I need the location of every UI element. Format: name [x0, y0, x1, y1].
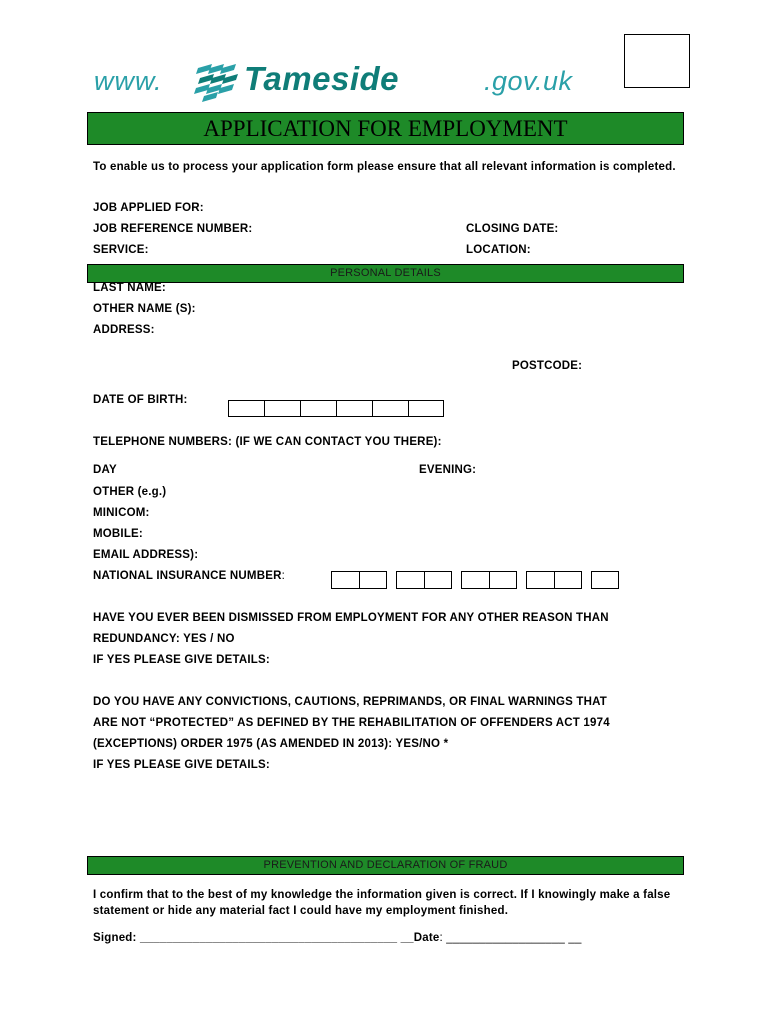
- dob-box[interactable]: [264, 400, 300, 417]
- last-name-label: LAST NAME:: [93, 282, 166, 294]
- logo-www: www.: [94, 66, 163, 96]
- logo-domain: .gov.uk: [484, 66, 573, 96]
- ni-box[interactable]: [461, 571, 489, 589]
- mobile-label: MOBILE:: [93, 528, 143, 540]
- ni-boxes-5[interactable]: [591, 571, 619, 589]
- convictions-details-label: IF YES PLEASE GIVE DETAILS:: [93, 759, 270, 771]
- convictions-question-line3: (EXCEPTIONS) ORDER 1975 (AS AMENDED IN 2013): YES/NO *: [93, 738, 449, 750]
- ni-box[interactable]: [424, 571, 452, 589]
- dob-box[interactable]: [336, 400, 372, 417]
- photo-box: [624, 34, 690, 88]
- tameside-logo: [94, 60, 604, 102]
- ni-number-label-text: NATIONAL INSURANCE NUMBER: [93, 570, 282, 582]
- dob-boxes[interactable]: [228, 400, 444, 417]
- ni-boxes-4[interactable]: [526, 571, 582, 589]
- evening-label: EVENING:: [419, 464, 477, 476]
- fraud-heading: PREVENTION AND DECLARATION OF FRAUD: [87, 856, 684, 875]
- other-names-label: OTHER NAME (S):: [93, 303, 196, 315]
- declaration-text: I confirm that to the best of my knowledge the information given is correct. If I knowingly make a false statement or hide any material fact I could have my employment finished.: [93, 889, 671, 917]
- dismissal-question-line2: REDUNDANCY: YES / NO: [93, 633, 235, 645]
- ni-box[interactable]: [396, 571, 424, 589]
- logo-tameside: Tameside: [244, 60, 400, 97]
- convictions-question-line2: ARE NOT “PROTECTED” AS DEFINED BY THE REHABILITATION OF OFFENDERS ACT 1974: [93, 717, 610, 729]
- convictions-question-line1: DO YOU HAVE ANY CONVICTIONS, CAUTIONS, REPRIMANDS, OR FINAL WARNINGS THAT: [93, 696, 608, 708]
- other-phone-label: OTHER (e.g.): [93, 486, 167, 498]
- ni-boxes-3[interactable]: [461, 571, 517, 589]
- ni-box[interactable]: [591, 571, 619, 589]
- dob-box[interactable]: [228, 400, 264, 417]
- ni-boxes-2[interactable]: [396, 571, 452, 589]
- dismissal-question-line1: HAVE YOU EVER BEEN DISMISSED FROM EMPLOYMENT FOR ANY OTHER REASON THAN: [93, 612, 609, 624]
- ni-box[interactable]: [331, 571, 359, 589]
- email-label: EMAIL ADDRESS):: [93, 549, 199, 561]
- service-label: SERVICE:: [93, 244, 149, 256]
- dismissal-details-label: IF YES PLEASE GIVE DETAILS:: [93, 654, 270, 666]
- page-title: APPLICATION FOR EMPLOYMENT: [87, 112, 684, 145]
- dob-box[interactable]: [372, 400, 408, 417]
- ni-box[interactable]: [359, 571, 387, 589]
- telephone-label: TELEPHONE NUMBERS: (IF WE CAN CONTACT YOU THERE):: [93, 436, 442, 448]
- job-applied-for-label: JOB APPLIED FOR:: [93, 202, 204, 214]
- address-label: ADDRESS:: [93, 324, 155, 336]
- dob-box[interactable]: [300, 400, 336, 417]
- ni-box[interactable]: [526, 571, 554, 589]
- ni-box[interactable]: [554, 571, 582, 589]
- postcode-label: POSTCODE:: [512, 360, 583, 372]
- dob-box[interactable]: [408, 400, 444, 417]
- ni-box[interactable]: [489, 571, 517, 589]
- closing-date-label: CLOSING DATE:: [466, 223, 559, 235]
- ni-number-label: [93, 570, 285, 582]
- minicom-label: MINICOM:: [93, 507, 150, 519]
- intro-text: To enable us to process your application form please ensure that all relevant information is completed.: [93, 161, 676, 173]
- ni-boxes-1[interactable]: [331, 571, 387, 589]
- dob-label: DATE OF BIRTH:: [93, 394, 188, 406]
- job-reference-label: JOB REFERENCE NUMBER:: [93, 223, 253, 235]
- location-label: LOCATION:: [466, 244, 531, 256]
- ni-number-colon: :: [281, 570, 285, 582]
- personal-details-heading: PERSONAL DETAILS: [87, 264, 684, 283]
- date-line: : __________________ __: [439, 932, 582, 944]
- signature-line: [93, 932, 582, 944]
- tameside-mark-icon: [192, 62, 244, 102]
- day-label: DAY: [93, 464, 117, 476]
- signed-label: Signed: _______________________________________ __Date: [93, 932, 440, 944]
